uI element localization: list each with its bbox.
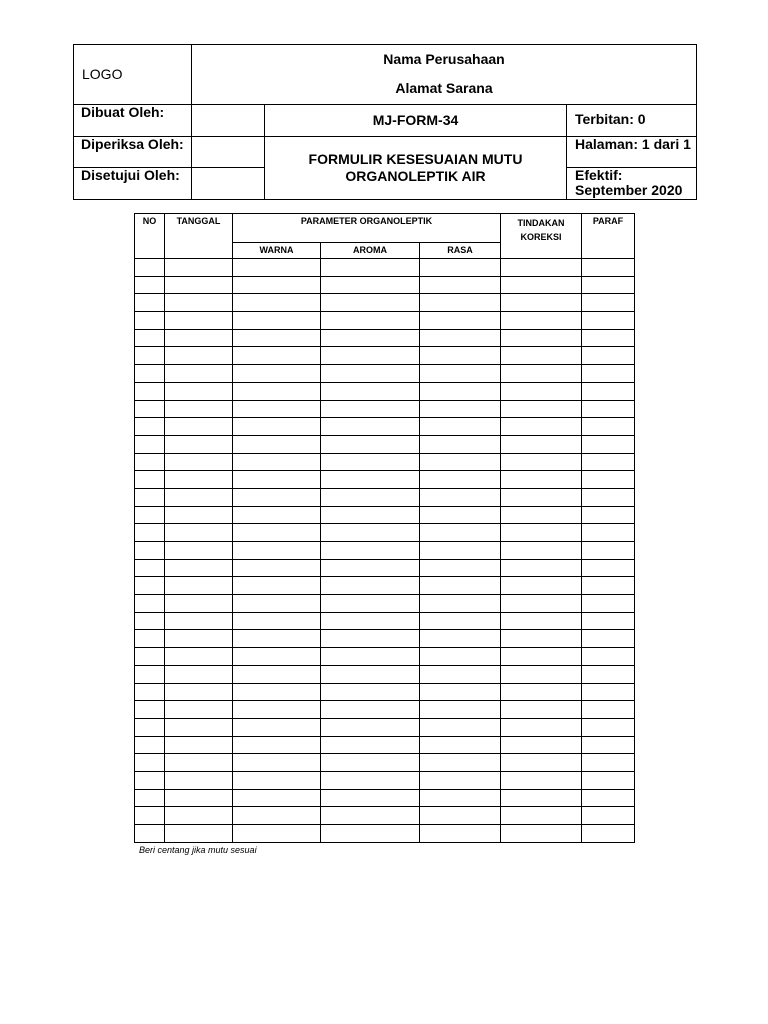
- table-cell[interactable]: [582, 789, 635, 807]
- table-cell[interactable]: [165, 648, 233, 666]
- table-row: [135, 701, 635, 719]
- table-cell[interactable]: [165, 630, 233, 648]
- table-cell[interactable]: [420, 648, 501, 666]
- table-cell[interactable]: [165, 736, 233, 754]
- header-divider: [566, 104, 567, 200]
- approved-by-label: Disetujui Oleh:: [81, 167, 180, 183]
- table-cell[interactable]: [321, 365, 420, 383]
- table-cell[interactable]: [165, 506, 233, 524]
- table-row: [135, 276, 635, 294]
- table-cell[interactable]: [420, 630, 501, 648]
- table-cell[interactable]: [420, 312, 501, 330]
- table-cell[interactable]: [420, 347, 501, 365]
- table-cell[interactable]: [501, 418, 582, 436]
- table-cell[interactable]: [233, 577, 321, 595]
- table-cell[interactable]: [233, 435, 321, 453]
- table-cell[interactable]: [321, 630, 420, 648]
- header-border-bottom: [73, 199, 697, 200]
- table-cell[interactable]: [582, 382, 635, 400]
- table-cell[interactable]: [420, 665, 501, 683]
- table-cell[interactable]: [582, 542, 635, 560]
- table-cell[interactable]: [165, 453, 233, 471]
- table-cell[interactable]: [501, 382, 582, 400]
- table-cell[interactable]: [582, 435, 635, 453]
- col-header-color: WARNA: [233, 243, 321, 259]
- table-cell[interactable]: [582, 612, 635, 630]
- table-cell[interactable]: [233, 542, 321, 560]
- table-cell[interactable]: [420, 612, 501, 630]
- table-cell[interactable]: [420, 259, 501, 277]
- table-cell[interactable]: [420, 595, 501, 613]
- table-cell[interactable]: [501, 771, 582, 789]
- edition-label: Terbitan: 0: [575, 111, 646, 127]
- table-cell[interactable]: [582, 347, 635, 365]
- table-cell[interactable]: [165, 701, 233, 719]
- table-cell[interactable]: [135, 789, 165, 807]
- effective-label: Efektif: September 2020: [575, 167, 683, 198]
- table-cell[interactable]: [501, 612, 582, 630]
- form-title: FORMULIR KESESUAIAN MUTU ORGANOLEPTIK AIR: [308, 151, 523, 184]
- table-cell[interactable]: [165, 418, 233, 436]
- table-row: [135, 418, 635, 436]
- table-cell[interactable]: [501, 453, 582, 471]
- table-cell[interactable]: [233, 259, 321, 277]
- table-cell[interactable]: [501, 435, 582, 453]
- table-cell[interactable]: [135, 665, 165, 683]
- table-cell[interactable]: [165, 542, 233, 560]
- made-by-label: Dibuat Oleh:: [81, 104, 165, 120]
- table-cell[interactable]: [135, 418, 165, 436]
- table-cell[interactable]: [135, 718, 165, 736]
- table-cell[interactable]: [233, 453, 321, 471]
- table-cell[interactable]: [135, 259, 165, 277]
- table-cell[interactable]: [501, 718, 582, 736]
- table-cell[interactable]: [233, 665, 321, 683]
- table-cell[interactable]: [321, 435, 420, 453]
- table-cell[interactable]: [582, 683, 635, 701]
- table-row: [135, 329, 635, 347]
- table-cell[interactable]: [321, 665, 420, 683]
- table-cell[interactable]: [165, 382, 233, 400]
- table-cell[interactable]: [582, 524, 635, 542]
- header-border-left: [73, 44, 74, 200]
- table-cell[interactable]: [420, 559, 501, 577]
- table-cell[interactable]: [165, 471, 233, 489]
- organoleptic-table: [134, 213, 635, 843]
- table-cell[interactable]: [165, 718, 233, 736]
- table-cell[interactable]: [135, 435, 165, 453]
- col-header-sign: PARAF: [582, 214, 635, 259]
- table-cell[interactable]: [420, 488, 501, 506]
- header-divider: [73, 104, 697, 105]
- table-row: [135, 382, 635, 400]
- table-cell[interactable]: [420, 382, 501, 400]
- table-cell[interactable]: [582, 718, 635, 736]
- table-cell[interactable]: [233, 559, 321, 577]
- table-cell[interactable]: [135, 382, 165, 400]
- table-row: [135, 524, 635, 542]
- table-cell[interactable]: [420, 577, 501, 595]
- table-row: [135, 506, 635, 524]
- table-cell[interactable]: [501, 754, 582, 772]
- footer-note: Beri centang jika mutu sesuai: [139, 845, 257, 855]
- table-cell[interactable]: [321, 648, 420, 666]
- table-cell[interactable]: [582, 825, 635, 843]
- table-row: [135, 453, 635, 471]
- table-cell[interactable]: [501, 542, 582, 560]
- table-cell[interactable]: [582, 630, 635, 648]
- table-cell[interactable]: [420, 294, 501, 312]
- col-header-no: NO: [135, 214, 165, 259]
- table-cell[interactable]: [135, 630, 165, 648]
- table-cell[interactable]: [321, 400, 420, 418]
- table-cell[interactable]: [233, 754, 321, 772]
- table-cell[interactable]: [165, 595, 233, 613]
- table-cell[interactable]: [233, 400, 321, 418]
- table-cell[interactable]: [582, 807, 635, 825]
- table-cell[interactable]: [582, 736, 635, 754]
- table-cell[interactable]: [501, 559, 582, 577]
- table-cell[interactable]: [165, 807, 233, 825]
- table-cell[interactable]: [321, 506, 420, 524]
- table-cell[interactable]: [420, 789, 501, 807]
- table-row: [135, 612, 635, 630]
- table-cell[interactable]: [501, 347, 582, 365]
- table-cell[interactable]: [321, 807, 420, 825]
- table-cell[interactable]: [420, 329, 501, 347]
- table-row: [135, 648, 635, 666]
- table-cell[interactable]: [420, 506, 501, 524]
- table-cell[interactable]: [582, 418, 635, 436]
- table-cell[interactable]: [135, 276, 165, 294]
- table-row: [135, 736, 635, 754]
- table-cell[interactable]: [420, 736, 501, 754]
- table-row: [135, 807, 635, 825]
- table-cell[interactable]: [582, 259, 635, 277]
- table-row: [135, 435, 635, 453]
- table-cell[interactable]: [165, 771, 233, 789]
- table-cell[interactable]: [135, 542, 165, 560]
- table-cell[interactable]: [420, 435, 501, 453]
- table-cell[interactable]: [165, 789, 233, 807]
- table-cell[interactable]: [501, 807, 582, 825]
- table-cell[interactable]: [420, 453, 501, 471]
- table-cell[interactable]: [420, 807, 501, 825]
- table-cell[interactable]: [420, 400, 501, 418]
- table-cell[interactable]: [321, 276, 420, 294]
- table-cell[interactable]: [135, 365, 165, 383]
- checked-by-label: Diperiksa Oleh:: [81, 136, 184, 152]
- table-cell[interactable]: [135, 312, 165, 330]
- table-cell[interactable]: [165, 365, 233, 383]
- table-row: [135, 400, 635, 418]
- table-row: [135, 488, 635, 506]
- table-cell[interactable]: [501, 488, 582, 506]
- table-cell[interactable]: [501, 595, 582, 613]
- col-header-date: TANGGAL: [165, 214, 233, 259]
- table-cell[interactable]: [321, 612, 420, 630]
- table-cell[interactable]: [165, 665, 233, 683]
- table-cell[interactable]: [501, 294, 582, 312]
- table-cell[interactable]: [165, 754, 233, 772]
- table-cell[interactable]: [135, 559, 165, 577]
- table-cell[interactable]: [233, 595, 321, 613]
- table-cell[interactable]: [135, 683, 165, 701]
- table-cell[interactable]: [582, 276, 635, 294]
- table-cell[interactable]: [582, 648, 635, 666]
- table-cell[interactable]: [165, 524, 233, 542]
- table-cell[interactable]: [420, 276, 501, 294]
- table-cell[interactable]: [165, 312, 233, 330]
- table-row: [135, 754, 635, 772]
- table-cell[interactable]: [135, 595, 165, 613]
- table-cell[interactable]: [420, 771, 501, 789]
- table-cell[interactable]: [582, 506, 635, 524]
- company-name: Nama Perusahaan: [383, 51, 505, 67]
- table-cell[interactable]: [135, 524, 165, 542]
- table-cell[interactable]: [321, 754, 420, 772]
- table-cell[interactable]: [501, 400, 582, 418]
- table-row: [135, 559, 635, 577]
- table-cell[interactable]: [501, 276, 582, 294]
- col-header-aroma: AROMA: [321, 243, 420, 259]
- table-body: [135, 259, 635, 843]
- table-row: [135, 365, 635, 383]
- header-divider: [191, 44, 192, 200]
- table-cell[interactable]: [582, 488, 635, 506]
- table-cell[interactable]: [501, 736, 582, 754]
- table-cell[interactable]: [582, 471, 635, 489]
- table-cell[interactable]: [233, 418, 321, 436]
- table-cell[interactable]: [420, 418, 501, 436]
- table-cell[interactable]: [165, 488, 233, 506]
- table-cell[interactable]: [135, 825, 165, 843]
- table-cell[interactable]: [165, 329, 233, 347]
- table-cell[interactable]: [321, 736, 420, 754]
- table-cell[interactable]: [135, 612, 165, 630]
- table-cell[interactable]: [501, 471, 582, 489]
- table-cell[interactable]: [135, 701, 165, 719]
- table-cell[interactable]: [233, 789, 321, 807]
- table-cell[interactable]: [321, 595, 420, 613]
- table-cell[interactable]: [321, 825, 420, 843]
- table-cell[interactable]: [165, 825, 233, 843]
- table-cell[interactable]: [321, 347, 420, 365]
- table-cell[interactable]: [165, 683, 233, 701]
- table-cell[interactable]: [582, 365, 635, 383]
- table-cell[interactable]: [233, 382, 321, 400]
- table-cell[interactable]: [420, 754, 501, 772]
- table-cell[interactable]: [582, 665, 635, 683]
- table-cell[interactable]: [233, 506, 321, 524]
- table-cell[interactable]: [582, 329, 635, 347]
- table-cell[interactable]: [233, 807, 321, 825]
- table-cell[interactable]: [321, 683, 420, 701]
- table-cell[interactable]: [135, 471, 165, 489]
- table-cell[interactable]: [420, 365, 501, 383]
- table-cell[interactable]: [165, 347, 233, 365]
- table-cell[interactable]: [233, 524, 321, 542]
- table-cell[interactable]: [582, 400, 635, 418]
- table-row: [135, 630, 635, 648]
- table-row: [135, 347, 635, 365]
- table-cell[interactable]: [501, 329, 582, 347]
- table-cell[interactable]: [233, 312, 321, 330]
- table-cell[interactable]: [501, 701, 582, 719]
- table-cell[interactable]: [321, 577, 420, 595]
- table-cell[interactable]: [233, 329, 321, 347]
- table-row: [135, 771, 635, 789]
- table-cell[interactable]: [420, 718, 501, 736]
- table-cell[interactable]: [501, 648, 582, 666]
- table-cell[interactable]: [321, 542, 420, 560]
- table-cell[interactable]: [165, 259, 233, 277]
- table-row: [135, 294, 635, 312]
- table-row: [135, 595, 635, 613]
- table-cell[interactable]: [321, 471, 420, 489]
- table-cell[interactable]: [582, 453, 635, 471]
- table-cell[interactable]: [165, 276, 233, 294]
- table-cell[interactable]: [135, 329, 165, 347]
- table-cell[interactable]: [501, 365, 582, 383]
- table-cell[interactable]: [582, 294, 635, 312]
- table-cell[interactable]: [233, 471, 321, 489]
- table-cell[interactable]: [420, 825, 501, 843]
- table-cell[interactable]: [321, 789, 420, 807]
- table-cell[interactable]: [165, 400, 233, 418]
- table-cell[interactable]: [582, 577, 635, 595]
- table-cell[interactable]: [135, 648, 165, 666]
- table-row: [135, 718, 635, 736]
- table-cell[interactable]: [135, 294, 165, 312]
- table-cell[interactable]: [501, 577, 582, 595]
- table-cell[interactable]: [582, 701, 635, 719]
- table-cell[interactable]: [165, 435, 233, 453]
- table-cell[interactable]: [233, 347, 321, 365]
- table-cell[interactable]: [321, 312, 420, 330]
- table-cell[interactable]: [135, 736, 165, 754]
- table-cell[interactable]: [420, 683, 501, 701]
- col-header-action: TINDAKAN KOREKSI: [501, 214, 582, 259]
- table-cell[interactable]: [582, 559, 635, 577]
- table-cell[interactable]: [135, 754, 165, 772]
- table-cell[interactable]: [501, 825, 582, 843]
- table-cell[interactable]: [321, 294, 420, 312]
- table-cell[interactable]: [501, 524, 582, 542]
- table-row: [135, 825, 635, 843]
- table-row: [135, 665, 635, 683]
- table-row: [135, 577, 635, 595]
- table-cell[interactable]: [233, 718, 321, 736]
- table-row: [135, 471, 635, 489]
- table-cell[interactable]: [165, 577, 233, 595]
- table-cell[interactable]: [135, 577, 165, 595]
- table-cell[interactable]: [135, 488, 165, 506]
- logo-placeholder: LOGO: [82, 66, 123, 82]
- table-cell[interactable]: [233, 648, 321, 666]
- page-label: Halaman: 1 dari 1: [575, 136, 691, 152]
- col-header-params: PARAMETER ORGANOLEPTIK: [233, 214, 501, 243]
- table-cell[interactable]: [233, 630, 321, 648]
- table-cell[interactable]: [582, 754, 635, 772]
- table-cell[interactable]: [321, 418, 420, 436]
- table-cell[interactable]: [501, 259, 582, 277]
- table-cell[interactable]: [233, 736, 321, 754]
- company-address: Alamat Sarana: [395, 80, 493, 96]
- table-cell[interactable]: [501, 789, 582, 807]
- table-cell[interactable]: [501, 312, 582, 330]
- table-row: [135, 683, 635, 701]
- table-cell[interactable]: [501, 665, 582, 683]
- table-cell[interactable]: [501, 630, 582, 648]
- table-cell[interactable]: [165, 294, 233, 312]
- table-row: [135, 259, 635, 277]
- table-cell[interactable]: [233, 365, 321, 383]
- table-cell[interactable]: [135, 453, 165, 471]
- table-cell[interactable]: [420, 471, 501, 489]
- table-cell[interactable]: [321, 718, 420, 736]
- table-cell[interactable]: [321, 701, 420, 719]
- table-cell[interactable]: [135, 771, 165, 789]
- table-cell[interactable]: [233, 771, 321, 789]
- table-cell[interactable]: [135, 506, 165, 524]
- table-row: [135, 542, 635, 560]
- table-cell[interactable]: [501, 683, 582, 701]
- table-cell[interactable]: [321, 382, 420, 400]
- table-cell[interactable]: [233, 276, 321, 294]
- col-header-taste: RASA: [420, 243, 501, 259]
- table-cell[interactable]: [135, 347, 165, 365]
- table-cell[interactable]: [420, 524, 501, 542]
- table-cell[interactable]: [135, 400, 165, 418]
- table-cell[interactable]: [135, 807, 165, 825]
- table-cell[interactable]: [321, 524, 420, 542]
- header-border-top: [73, 44, 697, 45]
- table-cell[interactable]: [321, 559, 420, 577]
- table-cell[interactable]: [233, 294, 321, 312]
- table-cell[interactable]: [233, 488, 321, 506]
- table-cell[interactable]: [321, 329, 420, 347]
- table-cell[interactable]: [582, 312, 635, 330]
- table-cell[interactable]: [321, 453, 420, 471]
- table-cell[interactable]: [582, 771, 635, 789]
- table-cell[interactable]: [321, 259, 420, 277]
- table-cell[interactable]: [420, 701, 501, 719]
- table-cell[interactable]: [233, 825, 321, 843]
- table-cell[interactable]: [582, 595, 635, 613]
- table-row: [135, 789, 635, 807]
- table-cell[interactable]: [321, 771, 420, 789]
- table-cell[interactable]: [420, 542, 501, 560]
- table-cell[interactable]: [233, 701, 321, 719]
- table-row: [135, 312, 635, 330]
- table-cell[interactable]: [233, 683, 321, 701]
- table-cell[interactable]: [233, 612, 321, 630]
- table-cell[interactable]: [165, 559, 233, 577]
- table-cell[interactable]: [321, 488, 420, 506]
- header-border-right: [696, 44, 697, 200]
- table-cell[interactable]: [501, 506, 582, 524]
- form-code: MJ-FORM-34: [372, 112, 459, 128]
- table-cell[interactable]: [165, 612, 233, 630]
